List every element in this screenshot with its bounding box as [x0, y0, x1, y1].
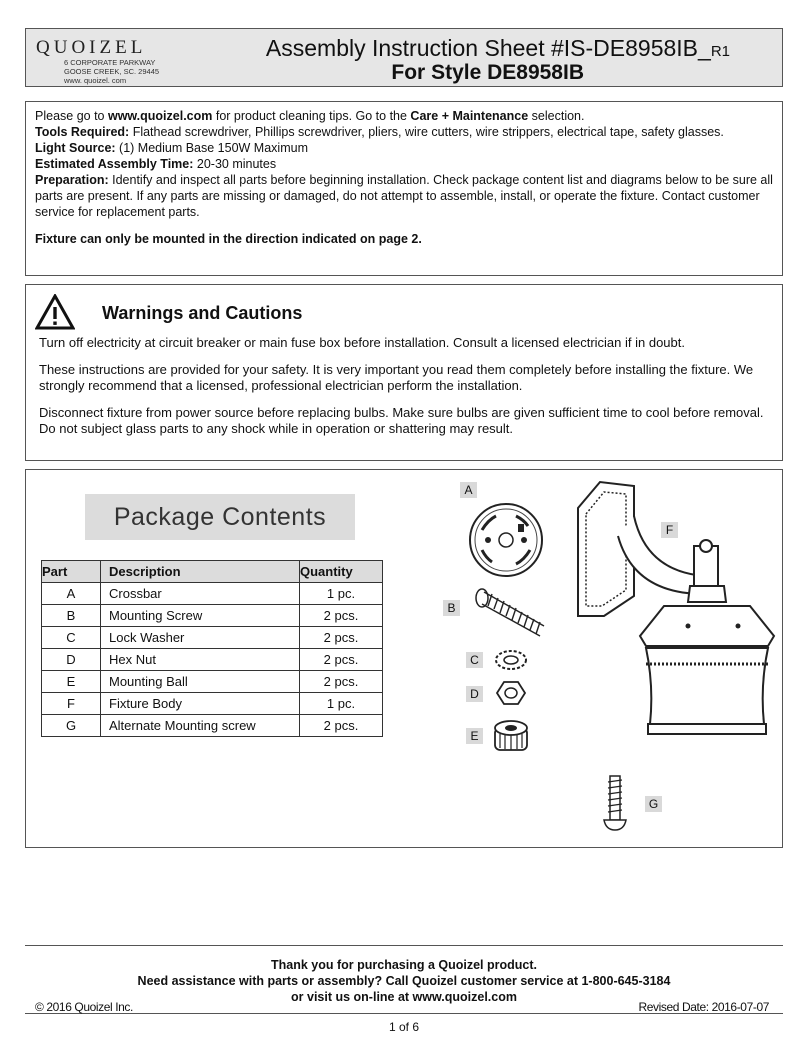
- intro-text: Please go to: [35, 109, 108, 123]
- part-description: Fixture Body: [101, 693, 300, 715]
- fixture-body-illustration: [574, 476, 784, 746]
- time-text: 20-30 minutes: [193, 157, 277, 171]
- part-label-f: F: [661, 522, 678, 538]
- website-link[interactable]: www.quoizel.com: [107, 109, 213, 123]
- sheet-title-text: Assembly Instruction Sheet #IS-DE8958IB_: [265, 35, 711, 61]
- part-quantity: 1 pc.: [300, 583, 383, 605]
- lock-washer-illustration: [494, 648, 528, 672]
- intro-line-1: [35, 108, 773, 124]
- light-text: (1) Medium Base 150W Maximum: [115, 141, 308, 155]
- mount-note: [35, 231, 773, 247]
- prep-text: Identify and inspect all parts before beginning installation. Check package content list and diagrams below to be sure all parts are present. If any parts are missing or damaged, do not attempt to assemble, install, or operate the fixture. Contact customer service for replacement parts.: [35, 173, 773, 219]
- part-letter: C: [42, 627, 101, 649]
- table-header-row: [42, 561, 383, 583]
- table-row: [42, 693, 383, 715]
- thank-you-line: Thank you for purchasing a Quoizel product.: [271, 958, 537, 972]
- address-line-2: GOOSE CREEK, SC. 29445: [64, 67, 160, 76]
- preparation: [35, 172, 773, 220]
- crossbar-illustration: [466, 500, 546, 580]
- part-letter: B: [42, 605, 101, 627]
- table-row: [42, 715, 383, 737]
- header-part: Part: [42, 561, 101, 583]
- part-description: Alternate Mounting screw: [101, 715, 300, 737]
- mounting-ball-illustration: [492, 718, 530, 754]
- intro-text: selection.: [528, 109, 585, 123]
- sheet-title: [266, 35, 730, 62]
- light-source: [35, 140, 773, 156]
- part-label-b: B: [443, 600, 460, 616]
- warnings-body: [39, 335, 779, 448]
- part-quantity: 1 pc.: [300, 693, 383, 715]
- care-maintenance-text: Care + Maintenance: [410, 109, 529, 123]
- company-address: [64, 58, 159, 85]
- visit-line: or visit us on-line at www.quoizel.com: [291, 990, 517, 1004]
- assistance-line: Need assistance with parts or assembly? Call Quoizel customer service at 1-800-645-3184: [137, 974, 671, 988]
- footer-message: [25, 957, 783, 1005]
- copyright-text: © 2016 Quoizel Inc.: [35, 1000, 133, 1014]
- part-quantity: 2 pcs.: [300, 627, 383, 649]
- mount-note-text: Fixture can only be mounted in the direction indicated on page 2.: [35, 232, 422, 246]
- hex-nut-illustration: [496, 680, 526, 706]
- tools-label: Tools Required:: [35, 125, 130, 139]
- part-letter: A: [42, 583, 101, 605]
- parts-table: [41, 560, 383, 737]
- light-label: Light Source:: [35, 141, 116, 155]
- intro-text: for product cleaning tips. Go to the: [212, 109, 411, 123]
- header-description: Description: [101, 561, 300, 583]
- part-letter: E: [42, 671, 101, 693]
- part-quantity: 2 pcs.: [300, 715, 383, 737]
- part-quantity: 2 pcs.: [300, 671, 383, 693]
- address-line-1: 6 CORPORATE PARKWAY: [64, 58, 156, 67]
- header-quantity: Quantity: [300, 561, 383, 583]
- footer-box: [25, 945, 783, 1014]
- table-row: [42, 605, 383, 627]
- part-description: Mounting Screw: [101, 605, 300, 627]
- tools-text: Flathead screwdriver, Phillips screwdriver, pliers, wire cutters, wire strippers, electrical tape, safety glasses.: [129, 125, 724, 139]
- prep-label: Preparation:: [35, 173, 109, 187]
- part-letter: G: [42, 715, 101, 737]
- table-row: [42, 671, 383, 693]
- part-label-d: D: [466, 686, 483, 702]
- warning-triangle-icon: [35, 294, 75, 330]
- alternate-screw-illustration: [600, 774, 630, 834]
- warnings-title: Warnings and Cautions: [102, 303, 303, 323]
- table-row: [42, 583, 383, 605]
- intro-box: [25, 101, 783, 276]
- part-quantity: 2 pcs.: [300, 605, 383, 627]
- revised-date: Revised Date: 2016-07-07: [638, 1000, 769, 1014]
- sheet-revision: R1: [710, 43, 730, 60]
- style-line: For Style DE8958IB: [391, 61, 584, 84]
- warnings-box: [25, 284, 783, 461]
- table-row: [42, 627, 383, 649]
- website-text: www. quoizel. com: [64, 76, 127, 85]
- part-letter: F: [42, 693, 101, 715]
- page-number: 1 of 6: [388, 1020, 420, 1034]
- part-label-e: E: [466, 728, 483, 744]
- part-letter: D: [42, 649, 101, 671]
- warning-paragraph: These instructions are provided for your safety. It is very important you read them completely before installing the fixture. We strongly recommend that a licensed, professional electrician perform the installation.: [39, 362, 754, 393]
- warning-paragraph: Disconnect fixture from power source before replacing bulbs. Make sure bulbs are given sufficient time to cool before removal. Do not subject glass parts to any shock while in operation or shattering may result.: [39, 405, 764, 436]
- part-quantity: 2 pcs.: [300, 649, 383, 671]
- part-label-g: G: [645, 796, 662, 812]
- part-description: Crossbar: [101, 583, 300, 605]
- warning-paragraph: Turn off electricity at circuit breaker or main fuse box before installation. Consult a licensed electrician if in doubt.: [39, 335, 685, 350]
- package-contents-box: [25, 469, 783, 848]
- tools-required: [35, 124, 773, 140]
- brand-logo: QUOIZEL: [36, 37, 147, 58]
- table-row: [42, 649, 383, 671]
- assembly-time: [35, 156, 773, 172]
- part-description: Lock Washer: [101, 627, 300, 649]
- header-bar: [25, 28, 783, 87]
- package-contents-title: Package Contents: [85, 494, 355, 540]
- part-description: Mounting Ball: [101, 671, 300, 693]
- mounting-screw-illustration: [472, 586, 552, 646]
- part-label-a: A: [460, 482, 477, 498]
- time-label: Estimated Assembly Time:: [35, 157, 194, 171]
- part-description: Hex Nut: [101, 649, 300, 671]
- part-label-c: C: [466, 652, 483, 668]
